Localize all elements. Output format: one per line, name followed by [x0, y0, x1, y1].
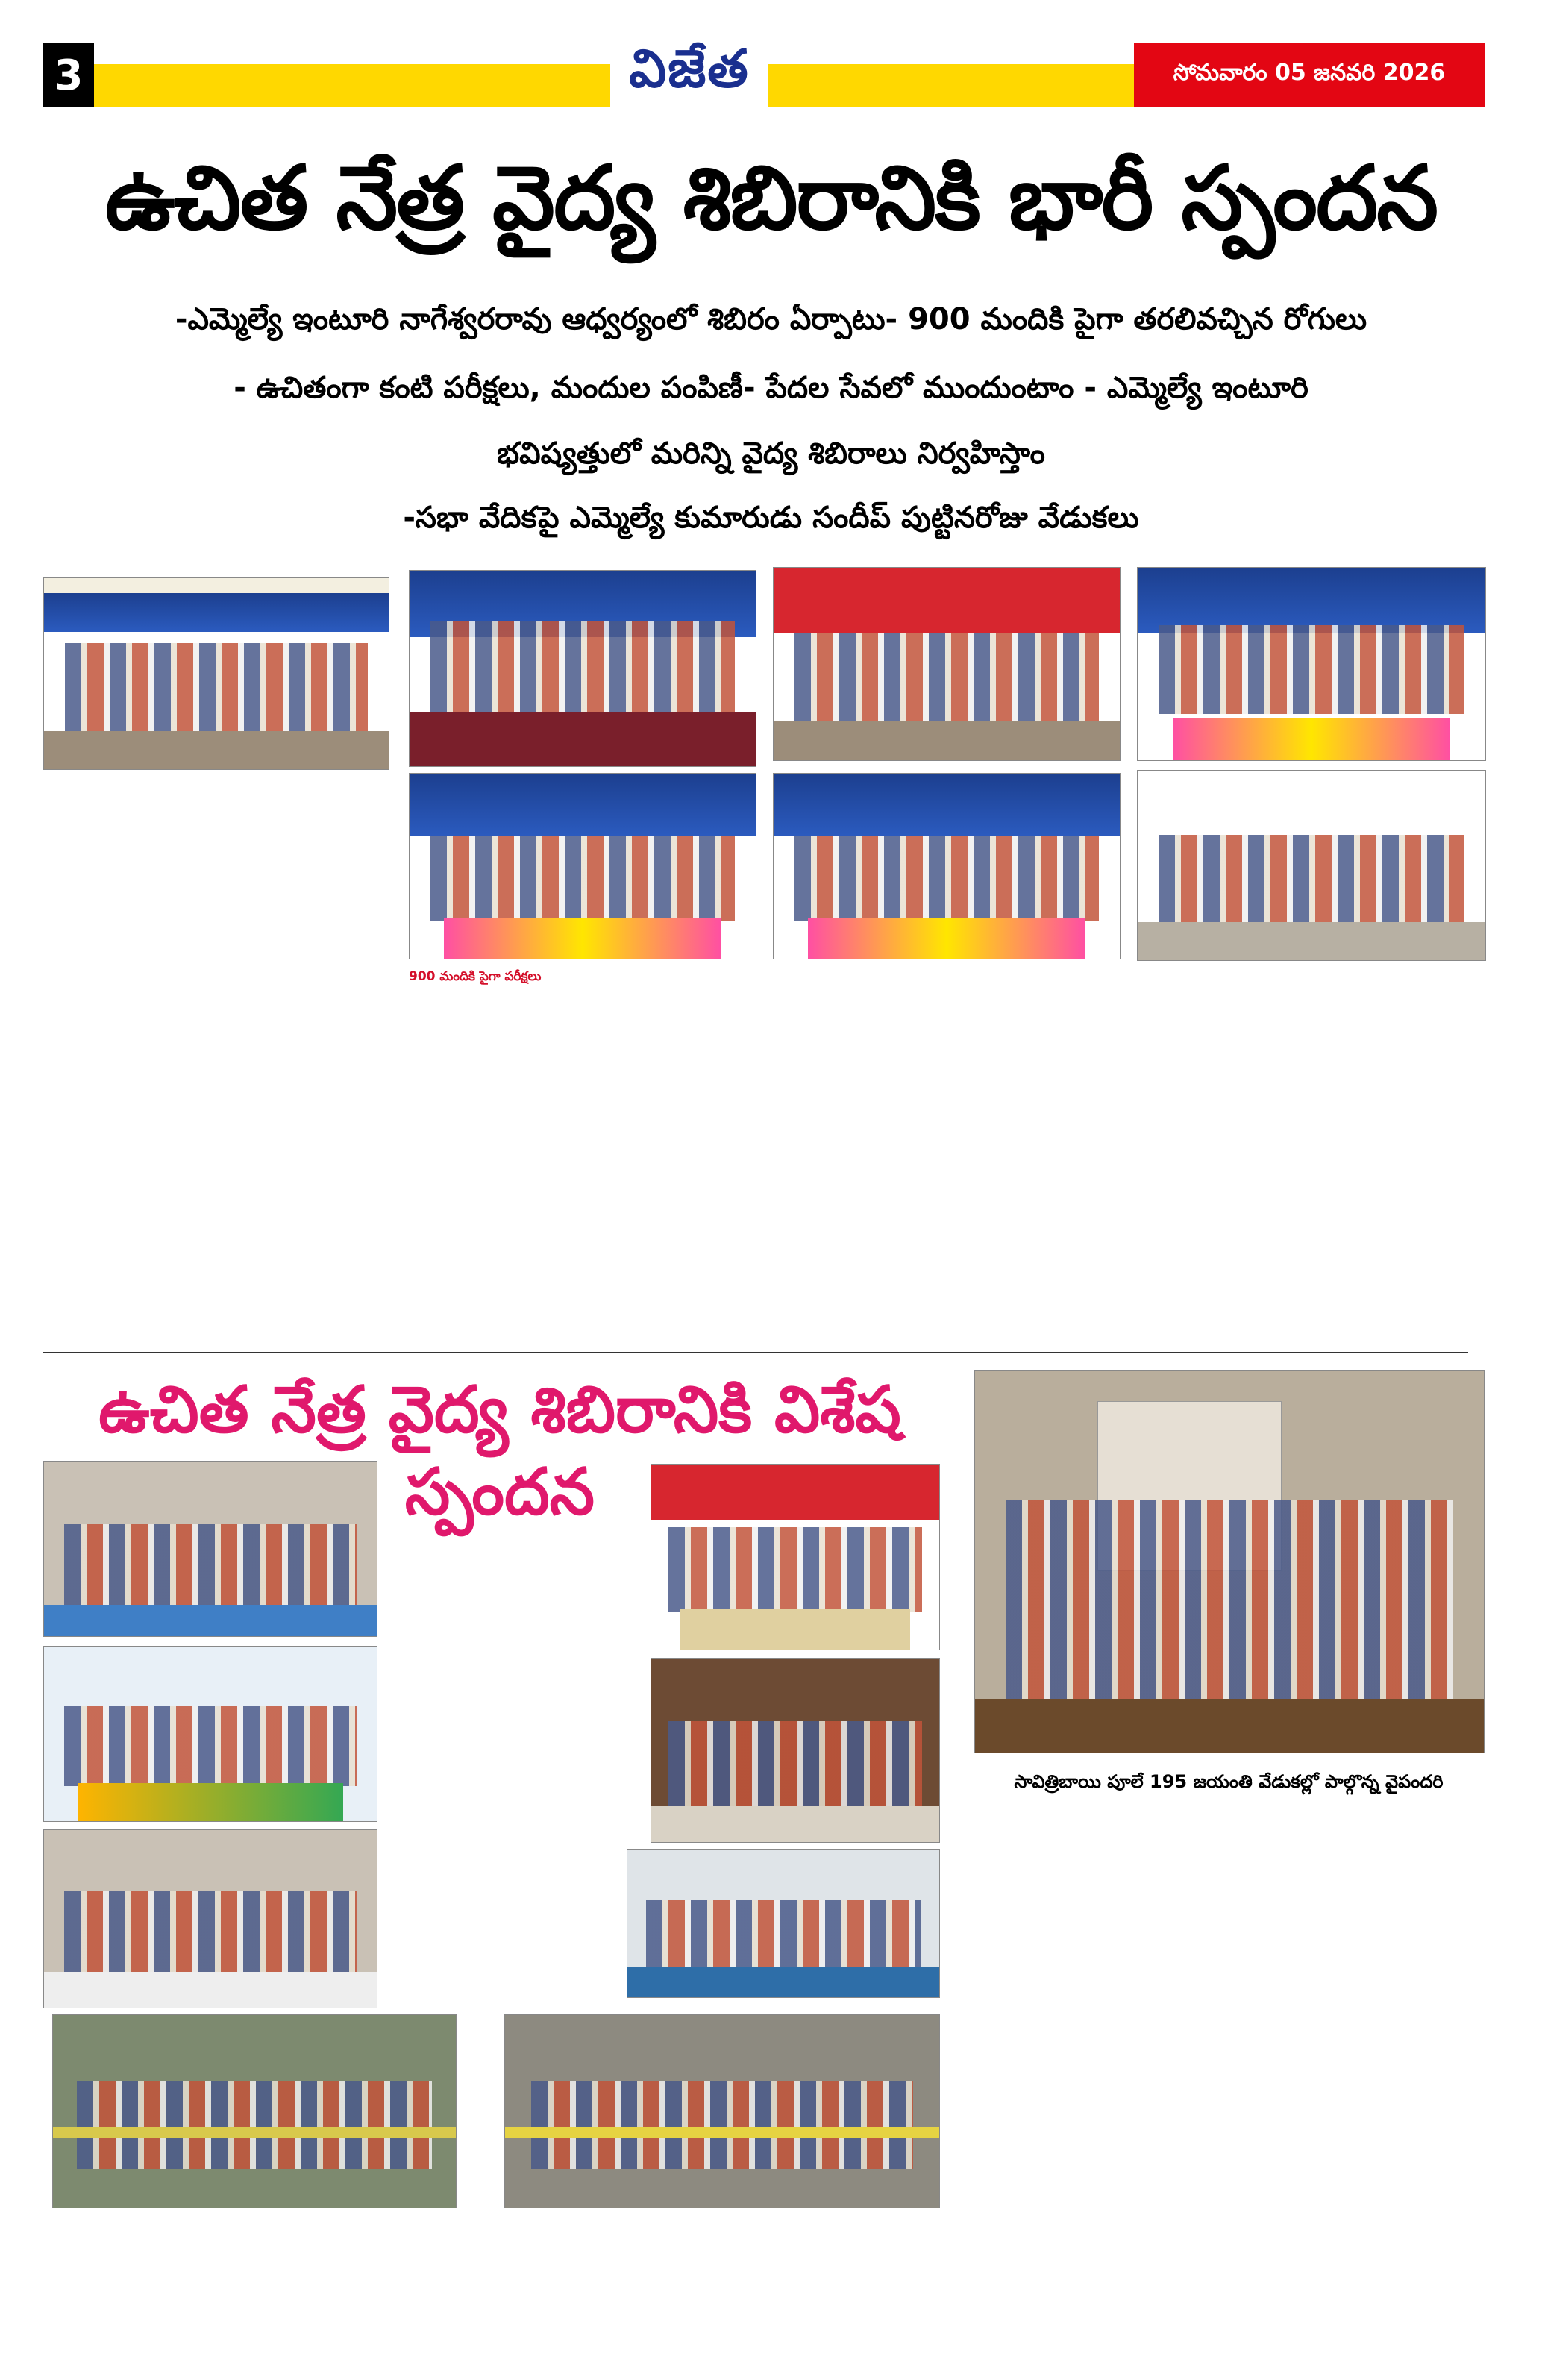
story3-caption: సావిత్రిబాయి పూలే 195 జయంతి వేడుకల్లో పాల్గొన్న వైపందరి [1014, 1771, 1444, 1792]
photo-women-group [773, 567, 1121, 761]
story1-subhead-2: - ఉచితంగా కంటి పరీక్షలు, మందుల పంపిణీ- పేదల సేవలో ముందుంటాం - ఎమ్మెల్యే ఇంటూరి [234, 371, 1308, 405]
masthead-logo [610, 39, 768, 113]
photo-eye-checkup [627, 1849, 940, 1998]
photo-ribbon-cutting-2 [504, 2014, 940, 2208]
story1-headline: ఉచిత నేత్ర వైద్య శిబిరానికి భారీ స్పందన [104, 146, 1438, 249]
header-bar-right [768, 64, 1134, 107]
story1-subhead-1: -ఎమ్మెల్యే ఇంటూరి నాగేశ్వరరావు ఆధ్వర్యంలో శిబిరం ఏర్పాటు- 900 మందికి పైగా తరలివచ్చిన రోగులు [175, 302, 1367, 336]
issue-date: సోమవారం 05 జనవరి 2026 [1134, 43, 1485, 107]
story2-headline: ఉచిత నేత్ర వైద్య శిబిరానికి విశేష స్పందన [98, 1373, 901, 1529]
story1-column-3 [773, 965, 1119, 1309]
story3-body [974, 1811, 1483, 1894]
story2-body [391, 1464, 645, 2031]
story1-subhead-3: భవిష్యత్తులో మరిన్ని వైద్య శిబిరాలు నిర్వహిస్తాం [497, 436, 1045, 471]
photo-ribbon-cutting-1 [52, 2014, 457, 2208]
photo-savitribai-phule-tribute [974, 1370, 1485, 1753]
photo-nurses-group-1 [409, 773, 756, 959]
section-divider [43, 1352, 1468, 1353]
photo-award-presentation [1137, 770, 1486, 961]
story4-body [974, 2007, 1483, 2201]
photo-felicitation [1137, 567, 1486, 761]
photo-group-stage [409, 570, 756, 767]
story1-column-2 [409, 965, 755, 1309]
photo-birthday-cake-1 [43, 1461, 377, 1637]
story1-col2-subhead2: 900 మందికి పైగా పరీక్షలు [409, 969, 542, 984]
header-bar-left [94, 64, 610, 107]
photo-birthday-cake-3 [43, 1829, 377, 2008]
photo-mla-with-doctor [43, 577, 389, 770]
photo-nurses-group-2 [773, 773, 1121, 959]
story1-subhead-4: -సభా వేదికపై ఎమ్మెల్యే కుమారుడు సందీప్ పుట్టినరోజు వేడుకలు [403, 501, 1139, 535]
page-number: 3 [43, 43, 94, 107]
story1-column-1 [43, 774, 388, 1313]
story1-column-4 [1137, 965, 1485, 1279]
photo-cake-cutting-banner [651, 1464, 940, 1650]
masthead-title: విజేత [629, 37, 750, 99]
photo-birthday-cake-2 [43, 1646, 377, 1822]
photo-media-interview [651, 1658, 940, 1843]
